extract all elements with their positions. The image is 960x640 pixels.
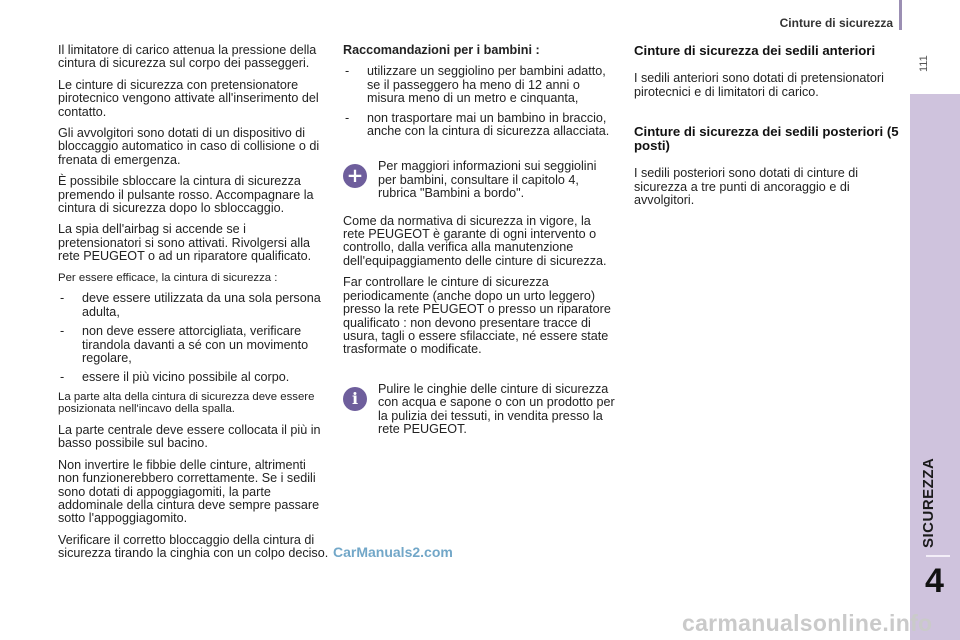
paragraph: La spia dell'airbag si accende se i pretensionatori si sono attivati. Rivolgersi alla rete PEUGEOT o ad un riparatore qualificato. [58, 222, 312, 264]
info-icon: i [343, 387, 367, 411]
page-number: 111 [918, 55, 930, 72]
page-header-title: Cinture di sicurezza [779, 16, 893, 30]
left-column [58, 44, 330, 569]
child-seat-note [343, 160, 615, 200]
rear-seat-belts-heading: Cinture di sicurezza dei sedili posteriori (5 posti) [634, 124, 899, 154]
footer-site-watermark: carmanualsonline.info [682, 610, 933, 636]
list-item: - utilizzare un seggiolino per bambini adatto, se il passeggero ha meno di 12 anni o misura meno di un metro e cinquanta, [343, 65, 615, 105]
chapter-number: 4 [925, 562, 944, 600]
paragraph: È possibile sbloccare la cintura di sicurezza premendo il pulsante rosso. Accompagnare la cintura di sicurezza dopo lo sbloccaggio. [58, 174, 314, 216]
front-seat-belts-heading: Cinture di sicurezza dei sedili anteriori [634, 43, 876, 58]
paragraph: Gli avvolgitori sono dotati di un dispositivo di bloccaggio automatico in caso di collisione o di frenata di emergenza. [58, 126, 320, 167]
paragraph: La parte alta della cintura di sicurezza deve essere posizionata nell'incavo della spalla. [58, 390, 315, 416]
paragraph: Le cinture di sicurezza con pretensionatore pirotecnico vengono attivate all'inserimento del contatto. [58, 77, 319, 119]
plus-icon: + [343, 164, 367, 188]
middle-column [343, 44, 615, 450]
paragraph: Come da normativa di sicurezza in vigore, la rete PEUGEOT è garante di ogni intervento o controllo, dalla verifica alla manutenzione dell'equipaggiamento delle cinture di sicurezza. [343, 213, 607, 268]
note-text: Pulire le cinghie delle cinture di sicurezza con acqua e sapone o con un prodotto per la pulizia dei tessuti, in vendita presso la rete PEUGEOT. [378, 381, 615, 436]
watermark-link[interactable]: CarManuals2.com [333, 544, 453, 560]
list-item: - essere il più vicino possibile al corpo. [58, 371, 330, 384]
paragraph: Il limitatore di carico attenua la pressione della cintura di sicurezza sul corpo dei passeggeri. [58, 43, 317, 71]
list-item: - non deve essere attorcigliata, verificare tirandola davanti a sé con un movimento regolare, [58, 325, 330, 365]
right-column [634, 44, 906, 216]
belt-usage-list [58, 292, 330, 384]
paragraph: I sedili posteriori sono dotati di cinture di sicurezza a tre punti di ancoraggio e di avvolgitori. [634, 166, 859, 208]
paragraph: Verificare il corretto bloccaggio della cintura di sicurezza tirando la cinghia con un colpo deciso. [58, 532, 329, 561]
note-text: Per maggiori informazioni sui seggiolini per bambini, consultare il capitolo 4, rubrica "Bambini a bordo". [378, 159, 597, 201]
list-item: - non trasportare mai un bambino in braccio, anche con la cintura di sicurezza allacciata. [343, 112, 615, 139]
children-recommendations-list [343, 65, 615, 138]
paragraph: I sedili anteriori sono dotati di pretensionatori pirotecnici e di limitatori di carico. [634, 71, 884, 99]
paragraph: Non invertire le fibbie delle cinture, altrimenti non funzionerebbero correttamente. Se i sedili sono dotati di appoggiagomiti, la parte addominale della cintura deve sempre passare sotto l'appoggiagomito. [58, 457, 320, 526]
children-recommendations-heading: Raccomandazioni per i bambini : [343, 43, 540, 57]
section-tab-label: SICUREZZA [920, 457, 937, 548]
paragraph: La parte centrale deve essere collocata il più in basso possibile sul bacino. [58, 422, 321, 451]
section-tab-divider [926, 555, 950, 557]
cleaning-note [343, 383, 615, 437]
paragraph: Per essere efficace, la cintura di sicurezza : [58, 271, 278, 284]
section-tab [910, 94, 960, 640]
list-item: - deve essere utilizzata da una sola persona adulta, [58, 292, 330, 319]
header-rule [899, 0, 902, 30]
paragraph: Far controllare le cinture di sicurezza periodicamente (anche dopo un urto leggero) presso la rete PEUGEOT o presso un riparatore qualificato : non devono presentare tracce di usura, tagli o essere sfilacciate, né essere state trasformate o modificate. [343, 275, 611, 357]
